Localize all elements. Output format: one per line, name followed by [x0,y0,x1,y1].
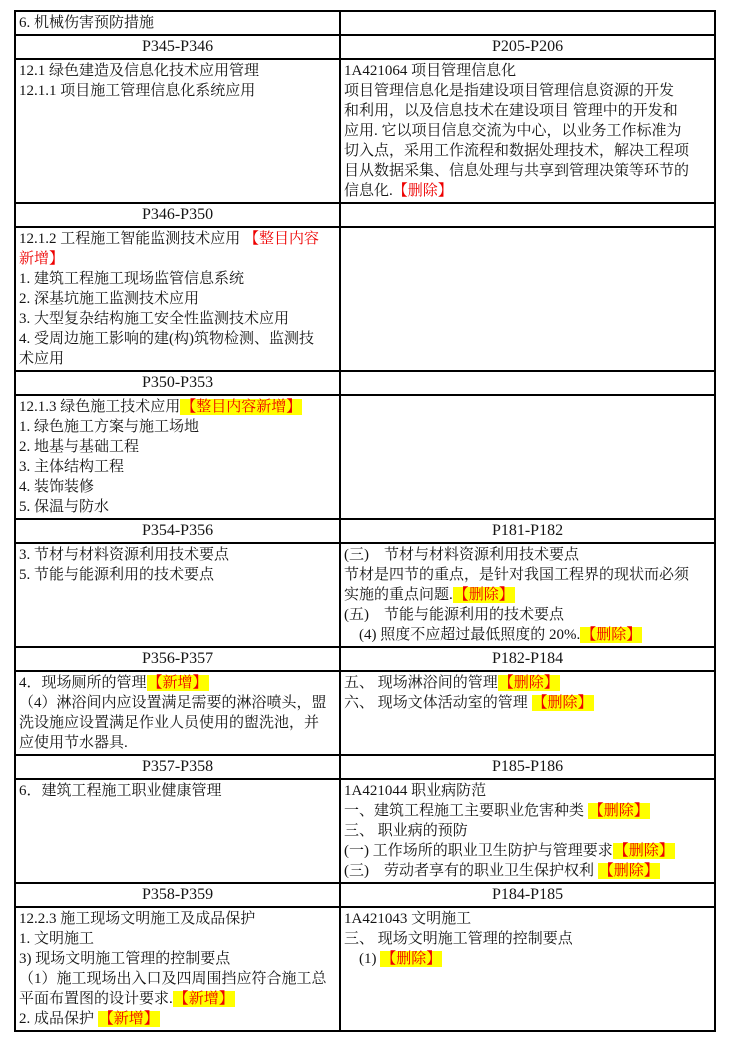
text-run: 4. 装饰装修 [19,479,95,495]
right-cell [340,395,715,519]
text-line [19,349,336,369]
text-run: P357-P358 [141,758,214,775]
text-run: 6. 机械伤害预防措施 [19,15,155,31]
highlighted-change-tag: 【删除】 [498,675,559,691]
text-line [16,205,339,225]
text-line [19,477,336,497]
text-line [19,673,336,693]
text-run: (三) 劳动者享有的职业卫生保护权利 [344,863,598,879]
text-run: P354-P356 [141,522,214,539]
text-run: 实施的重点问题. [344,587,453,603]
text-line [16,373,339,393]
text-run: （4）淋浴间内应设置满足需要的淋浴喷头，盟 [19,695,327,711]
highlighted-change-tag: 【新增】 [173,991,234,1007]
left-cell [15,907,340,1031]
text-line [341,37,714,57]
text-line [344,141,711,161]
highlighted-change-tag: 【删除】 [613,843,674,859]
text-run: 5. 节能与能源利用的技术要点 [19,567,215,583]
text-line [19,497,336,517]
text-line [344,949,711,969]
text-run: P181-P182 [491,522,564,539]
red-change-tag: 【删除】 [392,183,453,199]
text-run: 12.1.3 绿色施工技术应用 [19,399,181,415]
text-line [19,949,336,969]
text-run: 1A421044 职业病防范 [344,783,487,799]
left-cell [15,203,340,227]
text-line [344,181,711,201]
page-range-row [15,371,715,395]
text-run: P205-P206 [491,38,564,55]
text-line [19,13,336,33]
text-run: 六、 现场文体活动室的管理 [344,695,532,711]
text-run: 2. 地基与基础工程 [19,439,140,455]
content-row [15,543,715,647]
text-run: 信息化. [344,183,393,199]
right-cell [340,59,715,203]
text-line [16,757,339,777]
highlighted-change-tag: 【删除】 [581,627,642,643]
text-run: (4) 照度不应超过最低照度的 20%. [344,627,581,643]
text-line [19,545,336,565]
text-run: 应用. 它以项目信息交流为中心，以业务工作标准为 [344,123,682,139]
text-run: 三、 职业病的预防 [344,823,468,839]
right-cell [340,543,715,647]
text-line [344,61,711,81]
text-line [344,781,711,801]
text-line [19,989,336,1009]
text-run: 洗设施应设置满足作业人员使用的盥洗池，并 [19,715,320,731]
text-line [16,521,339,541]
text-line [19,397,336,417]
text-line [344,585,711,605]
text-line [344,605,711,625]
content-row [15,11,715,35]
text-run: P356-P357 [141,650,214,667]
text-run: 3. 节材与材料资源利用技术要点 [19,547,230,563]
text-run: 12.2.3 施工现场文明施工及成品保护 [19,911,256,927]
left-cell [15,11,340,35]
text-line [19,269,336,289]
text-run: P185-P186 [491,758,564,775]
text-line [19,417,336,437]
text-line [344,841,711,861]
left-cell [15,35,340,59]
page-range-row [15,647,715,671]
left-cell [15,647,340,671]
text-run: 1. 建筑工程施工现场监管信息系统 [19,271,245,287]
text-line [19,289,336,309]
text-run: 一、建筑工程施工主要职业危害种类 [344,803,588,819]
text-run: 五、 现场淋浴间的管理 [344,675,498,691]
text-line [344,625,711,645]
text-line [19,733,336,753]
text-run: （1）施工现场出入口及四周围挡应符合施工总 [19,971,327,987]
text-run: 1A421043 文明施工 [344,911,472,927]
text-run: 1. 文明施工 [19,931,95,947]
text-line [344,693,711,713]
text-run: 术应用 [19,351,65,367]
text-line [19,781,336,801]
text-run: 3) 现场文明施工管理的控制要点 [19,951,231,967]
highlighted-change-tag: 【新增】 [147,675,208,691]
red-change-tag: 新增】 [19,251,65,267]
text-line [344,81,711,101]
text-run: P358-P359 [141,886,214,903]
left-cell [15,779,340,883]
highlighted-change-tag: 【删除】 [381,951,442,967]
right-cell [340,907,715,1031]
text-line [344,861,711,881]
text-run: 12.1.2 工程施工智能监测技术应用 [19,231,245,247]
text-line [341,649,714,669]
left-cell [15,543,340,647]
content-row [15,907,715,1031]
text-line [16,37,339,57]
highlighted-change-tag: 【整目内容新增】 [181,399,302,415]
content-row [15,779,715,883]
highlighted-change-tag: 【删除】 [532,695,593,711]
page-range-row [15,35,715,59]
text-line [19,565,336,585]
text-line [344,121,711,141]
text-run: 2. 深基坑施工监测技术应用 [19,291,200,307]
text-run: 5. 保温与防水 [19,499,110,515]
text-run: 12.1 绿色建造及信息化技术应用管理 [19,63,260,79]
text-run: (1) [344,951,381,967]
text-run: (三) 节材与材料资源利用技术要点 [344,547,579,563]
left-cell [15,59,340,203]
text-run: P346-P350 [141,206,214,223]
text-line [19,81,336,101]
right-cell [340,671,715,755]
text-run: 和利用，以及信息技术在建设项目 管理中的开发和 [344,103,678,119]
text-run: 4．现场厕所的管理 [19,675,147,691]
content-row [15,59,715,203]
text-line [19,969,336,989]
text-run: 1A421064 项目管理信息化 [344,63,517,79]
page-range-row [15,203,715,227]
content-row [15,671,715,755]
text-run: 平面布置图的设计要求. [19,991,173,1007]
text-line [19,909,336,929]
highlighted-change-tag: 【新增】 [98,1011,159,1027]
page-range-row [15,883,715,907]
text-run: 三、 现场文明施工管理的控制要点 [344,931,573,947]
page-range-row [15,519,715,543]
text-line [19,329,336,349]
text-line [344,821,711,841]
right-cell [340,227,715,371]
text-run: 12.1.1 项目施工管理信息化系统应用 [19,83,256,99]
content-row [15,395,715,519]
text-run: 应使用节水器具. [19,735,128,751]
text-line [341,521,714,541]
text-line [19,61,336,81]
text-line [19,437,336,457]
text-line [344,161,711,181]
text-line [16,885,339,905]
text-line [344,673,711,693]
left-cell [15,883,340,907]
right-cell [340,11,715,35]
page-range-row [15,755,715,779]
text-line [19,457,336,477]
right-cell [340,647,715,671]
right-cell [340,519,715,543]
text-line [19,309,336,329]
text-line [344,565,711,585]
text-line [344,909,711,929]
highlighted-change-tag: 【删除】 [598,863,659,879]
text-line [19,229,336,249]
text-run: 1. 绿色施工方案与施工场地 [19,419,200,435]
text-run: (五) 节能与能源利用的技术要点 [344,607,564,623]
text-line [16,649,339,669]
text-line [344,545,711,565]
text-run: P184-P185 [491,886,564,903]
text-line [19,693,336,713]
text-line [19,1009,336,1029]
text-run: 节材是四节的重点，是针对我国工程界的现状而必须 [344,567,690,583]
text-line [344,101,711,121]
left-cell [15,755,340,779]
left-cell [15,671,340,755]
text-run: P350-P353 [141,374,214,391]
text-run: 3. 主体结构工程 [19,459,125,475]
text-run: P345-P346 [141,38,214,55]
text-line [19,713,336,733]
left-cell [15,519,340,543]
highlighted-change-tag: 【删除】 [588,803,649,819]
right-cell [340,203,715,227]
right-cell [340,371,715,395]
text-line [19,249,336,269]
text-line [344,929,711,949]
text-run: 6．建筑工程施工职业健康管理 [19,783,222,799]
right-cell [340,35,715,59]
text-run: (一) 工作场所的职业卫生防护与管理要求 [344,843,613,859]
text-line [341,757,714,777]
content-row [15,227,715,371]
text-run: P182-P184 [491,650,564,667]
left-cell [15,227,340,371]
text-line [341,885,714,905]
highlighted-change-tag: 【删除】 [453,587,514,603]
text-run: 项目管理信息化是指建设项目管理信息资源的开发 [344,83,675,99]
text-run: 3. 大型复杂结构施工安全性监测技术应用 [19,311,290,327]
left-cell [15,371,340,395]
right-cell [340,779,715,883]
text-run: 4. 受周边施工影响的建(构)筑物检测、监测技 [19,331,314,347]
revision-comparison-table [14,10,716,1032]
right-cell [340,755,715,779]
text-run: 切入点，采用工作流程和数据处理技术，解决工程项 [344,143,690,159]
red-change-tag: 【整目内容 [244,231,320,247]
text-run: 2. 成品保护 [19,1011,98,1027]
text-line [19,929,336,949]
text-line [344,801,711,821]
right-cell [340,883,715,907]
text-run: 目从数据采集、信息处理与共享到管理决策等环节的 [344,163,690,179]
left-cell [15,395,340,519]
